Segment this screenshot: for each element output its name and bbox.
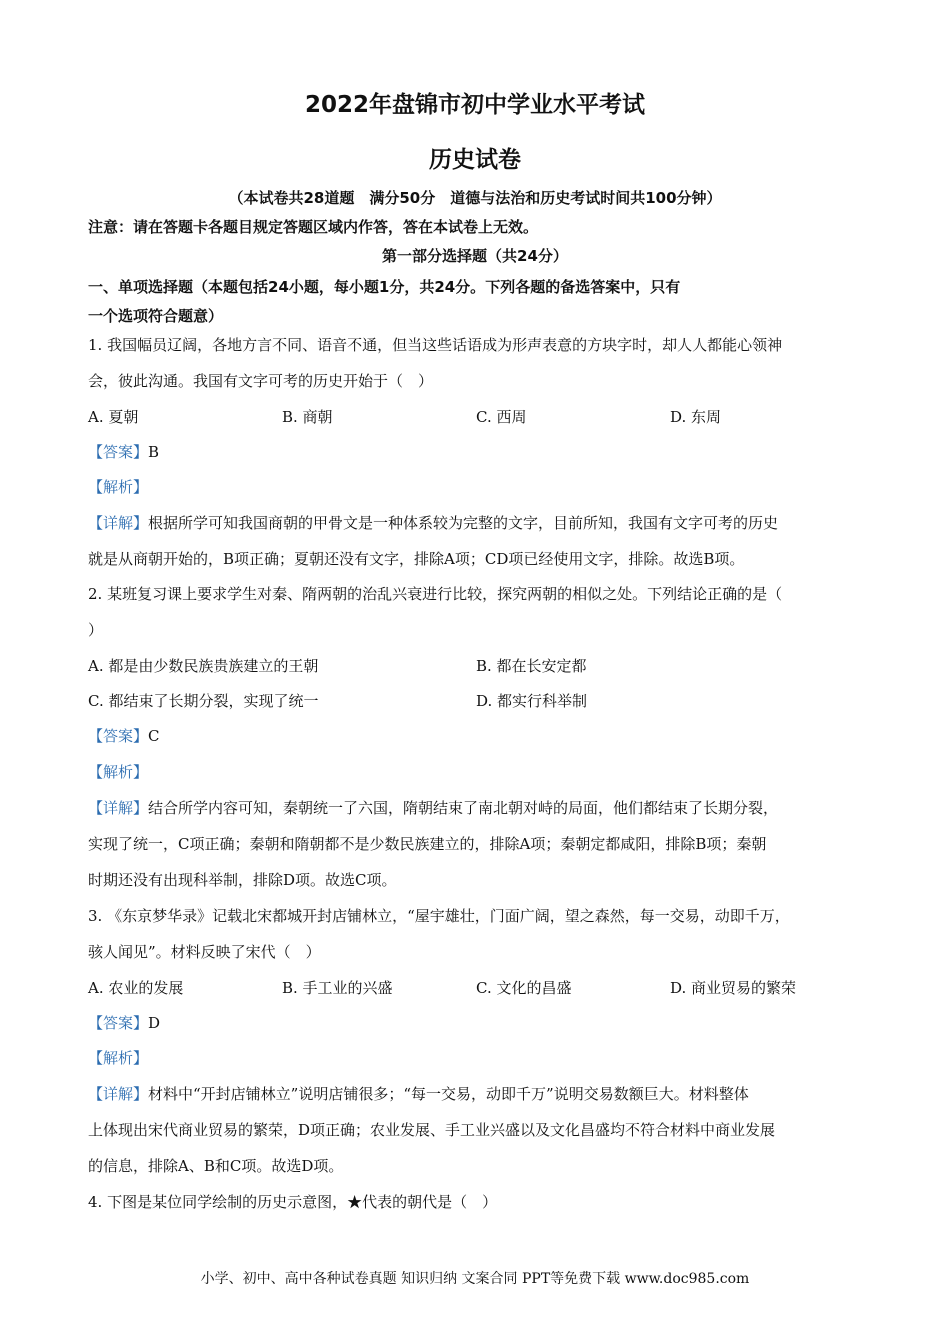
q2-answer bbox=[88, 725, 160, 746]
q1-detail-line1 bbox=[88, 512, 778, 533]
q1-option-a: A. 夏朝 bbox=[88, 408, 139, 426]
section-heading-line1: 一、单项选择题（本题包括24小题，每小题1分，共24分。下列各题的备选答案中，只有 bbox=[88, 278, 681, 296]
q2-stem-line1: 2. 某班复习课上要求学生对秦、隋两朝的治乱兴衰进行比较，探究两朝的相似之处。下列结论正确的是（ bbox=[88, 585, 783, 603]
q1-option-c: C. 西周 bbox=[476, 408, 527, 426]
part-title: 第一部分选择题（共24分） bbox=[382, 247, 568, 265]
q3-option-b: B. 手工业的兴盛 bbox=[282, 979, 393, 997]
q2-detail-line3: 时期还没有出现科举制，排除D项。故选C项。 bbox=[88, 871, 397, 889]
q1-option-b: B. 商朝 bbox=[282, 408, 333, 426]
detail-label: 【详解】 bbox=[88, 514, 149, 532]
page-footer: 小学、初中、高中各种试卷真题 知识归纳 文案合同 PPT等免费下载 www.doc985.com bbox=[200, 1271, 750, 1287]
q2-option-c: C. 都结束了长期分裂，实现了统一 bbox=[88, 692, 319, 710]
q2-stem-line2: ） bbox=[88, 621, 104, 639]
q1-analysis-label: 【解析】 bbox=[88, 478, 149, 496]
section-heading-line2: 一个选项符合题意） bbox=[88, 307, 224, 325]
q1-stem-line1: 1. 我国幅员辽阔，各地方言不同、语音不通，但当这些话语成为形声表意的方块字时，却人人都能心领神 bbox=[88, 336, 783, 354]
q2-answer-value: C bbox=[148, 727, 160, 745]
q3-detail-line3: 的信息，排除A、B和C项。故选D项。 bbox=[88, 1157, 344, 1175]
exam-title: 2022年盘锦市初中学业水平考试 bbox=[304, 92, 645, 118]
q4-stem-line1: 4. 下图是某位同学绘制的历史示意图，★代表的朝代是（ ） bbox=[88, 1193, 498, 1211]
q3-detail-text: 材料中“开封店铺林立”说明店铺很多；“每一交易，动即千万”说明交易数额巨大。材料整体 bbox=[148, 1085, 749, 1103]
q1-stem-line2: 会，彼此沟通。我国有文字可考的历史开始于（ ） bbox=[88, 372, 434, 390]
q3-detail-line1 bbox=[88, 1083, 749, 1104]
detail-label: 【详解】 bbox=[88, 1085, 149, 1103]
answer-label: 【答案】 bbox=[88, 1014, 149, 1032]
q2-detail-line2: 实现了统一，C项正确；秦朝和隋朝都不是少数民族建立的，排除A项；秦朝定都咸阳，排除B项；秦朝 bbox=[88, 835, 767, 853]
q3-option-c: C. 文化的昌盛 bbox=[476, 979, 572, 997]
q3-option-a: A. 农业的发展 bbox=[88, 979, 184, 997]
q3-answer bbox=[88, 1012, 160, 1033]
q3-stem-line2: 骇人闻见”。材料反映了宋代（ ） bbox=[88, 943, 321, 961]
q1-detail-text: 根据所学可知我国商朝的甲骨文是一种体系较为完整的文字，目前所知，我国有文字可考的历史 bbox=[148, 514, 779, 532]
q3-detail-line2: 上体现出宋代商业贸易的繁荣，D项正确；农业发展、手工业兴盛以及文化昌盛均不符合材料中商业发展 bbox=[88, 1121, 776, 1139]
notice: 注意：请在答题卡各题目规定答题区域内作答，答在本试卷上无效。 bbox=[88, 218, 539, 236]
q3-stem-line1: 3. 《东京梦华录》记载北宋都城开封店铺林立，“屋宇雄壮，门面广阔，望之森然，每一交易，动即千万， bbox=[88, 907, 790, 925]
q2-option-a: A. 都是由少数民族贵族建立的王朝 bbox=[88, 657, 319, 675]
exam-subtitle: 历史试卷 bbox=[429, 147, 521, 173]
q1-detail-line2: 就是从商朝开始的，B项正确；夏朝还没有文字，排除A项；CD项已经使用文字，排除。故选B项。 bbox=[88, 550, 745, 568]
q1-answer-value: B bbox=[148, 443, 160, 461]
q3-analysis-label: 【解析】 bbox=[88, 1049, 149, 1067]
exam-info: （本试卷共28道题 满分50分 道德与法治和历史考试时间共100分钟） bbox=[228, 189, 722, 207]
q3-option-d: D. 商业贸易的繁荣 bbox=[670, 979, 797, 997]
q2-option-b: B. 都在长安定都 bbox=[476, 657, 587, 675]
q2-option-d: D. 都实行科举制 bbox=[476, 692, 588, 710]
answer-label: 【答案】 bbox=[88, 443, 149, 461]
q2-detail-text: 结合所学内容可知，秦朝统一了六国，隋朝结束了南北朝对峙的局面，他们都结束了长期分裂， bbox=[148, 799, 779, 817]
q3-answer-value: D bbox=[148, 1014, 161, 1032]
q2-analysis-label: 【解析】 bbox=[88, 763, 149, 781]
q1-answer bbox=[88, 441, 159, 462]
q1-option-d: D. 东周 bbox=[670, 408, 722, 426]
answer-label: 【答案】 bbox=[88, 727, 149, 745]
q2-detail-line1 bbox=[88, 797, 778, 818]
detail-label: 【详解】 bbox=[88, 799, 149, 817]
